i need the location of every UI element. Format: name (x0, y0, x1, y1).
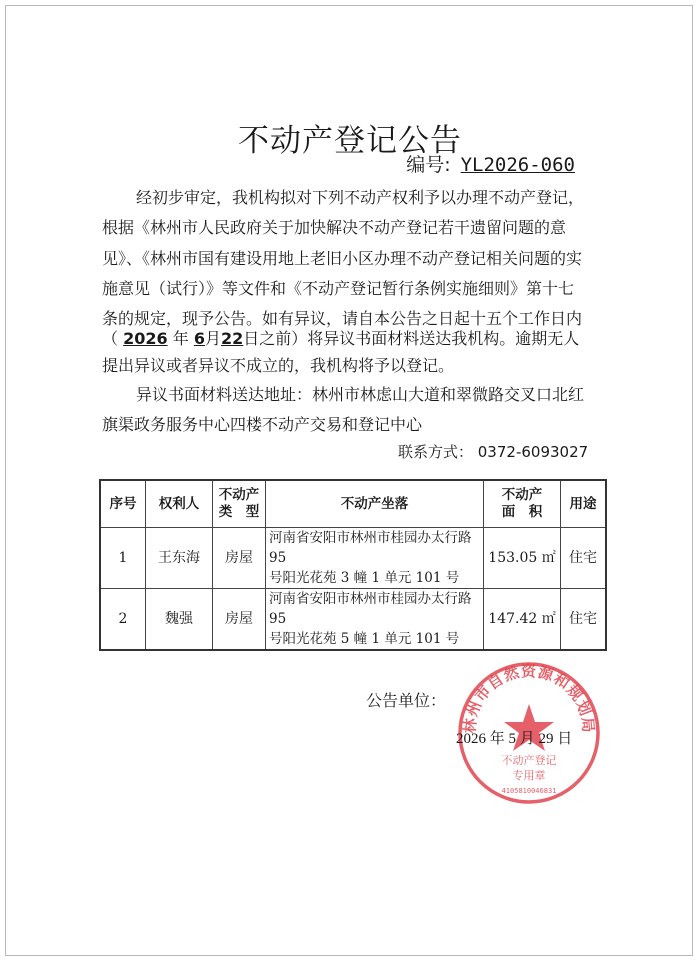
header-area: 不动产 面 积 (484, 480, 561, 528)
cell-location: 河南省安阳市林州市桂园办太行路 95 号阳光花苑 5 幢 1 单元 101 号 (266, 589, 484, 651)
table-row (100, 528, 606, 589)
document-number (406, 150, 575, 177)
header-use: 用途 (561, 480, 607, 528)
header-owner: 权利人 (146, 480, 213, 528)
cell-area: 153.05 ㎡ (484, 528, 561, 589)
table-header-row (100, 480, 606, 528)
seal-line-2: 专用章 (512, 769, 546, 782)
cell-type: 房屋 (213, 528, 266, 589)
cell-use: 住宅 (561, 589, 607, 651)
paragraph-line: 见》、《林州市国有建设用地上老旧小区办理不动产登记相关问题的实 (102, 249, 583, 268)
cell-seq: 1 (100, 528, 146, 589)
paragraph-line: 经初步审定，我机构拟对下列不动产权利予以办理不动产登记， (136, 188, 585, 207)
notice-title: 不动产登记公告 (238, 122, 462, 159)
header-type: 不动产 类 型 (213, 480, 266, 528)
table-row (100, 589, 606, 651)
header-seq: 序号 (100, 480, 146, 528)
deadline-day: 22 (221, 329, 244, 348)
seal-arc-text: 林州市自然资源和规划局 (460, 662, 598, 735)
seal-line-1: 不动产登记 (501, 754, 557, 767)
seal-code: 4105810046831 (501, 787, 557, 795)
cell-owner: 王东海 (146, 528, 213, 589)
cell-area: 147.42 ㎡ (484, 589, 561, 651)
document-number-value: YL2026-060 (460, 154, 575, 176)
address-line: 异议书面材料送达地址：林州市林虑山大道和翠微路交叉口北红 (136, 385, 585, 404)
document-number-label: 编号: (406, 154, 451, 176)
header-location: 不动产坐落 (266, 480, 484, 528)
paragraph-line: 提出异议或者异议不成立的，我机构将予以登记。 (102, 356, 455, 375)
deadline-year: 2026 (123, 329, 168, 348)
registration-table (99, 479, 607, 651)
cell-use: 住宅 (561, 528, 607, 589)
deadline-line: （ 2026 年 6月22日之前）将异议书面材料送达我机构。逾期无人 (102, 329, 580, 348)
paragraph-line: 根据《林州市人民政府关于加快解决不动产登记若干遗留问题的意 (102, 218, 567, 237)
paragraph-line: 施意见（试行）》等文件和《不动产登记暂行条例实施细则》第十七 (102, 279, 575, 298)
address-line: 旗渠政务服务中心四楼不动产交易和登记中心 (102, 415, 423, 434)
deadline-month: 6 (193, 329, 205, 348)
cell-owner: 魏强 (146, 589, 213, 651)
cell-location: 河南省安阳市林州市桂园办太行路 95 号阳光花苑 3 幢 1 单元 101 号 (266, 528, 484, 589)
cell-seq: 2 (100, 589, 146, 651)
contact-info: 联系方式： 0372-6093027 (398, 443, 589, 461)
issuing-unit-label: 公告单位： (366, 691, 447, 710)
announcement-date: 2026 年 5 月 29 日 (456, 731, 573, 747)
paragraph-line: 条的规定，现予公告。如有异议，请自本公告之日起十五个工作日内 (102, 309, 583, 328)
cell-type: 房屋 (213, 589, 266, 651)
